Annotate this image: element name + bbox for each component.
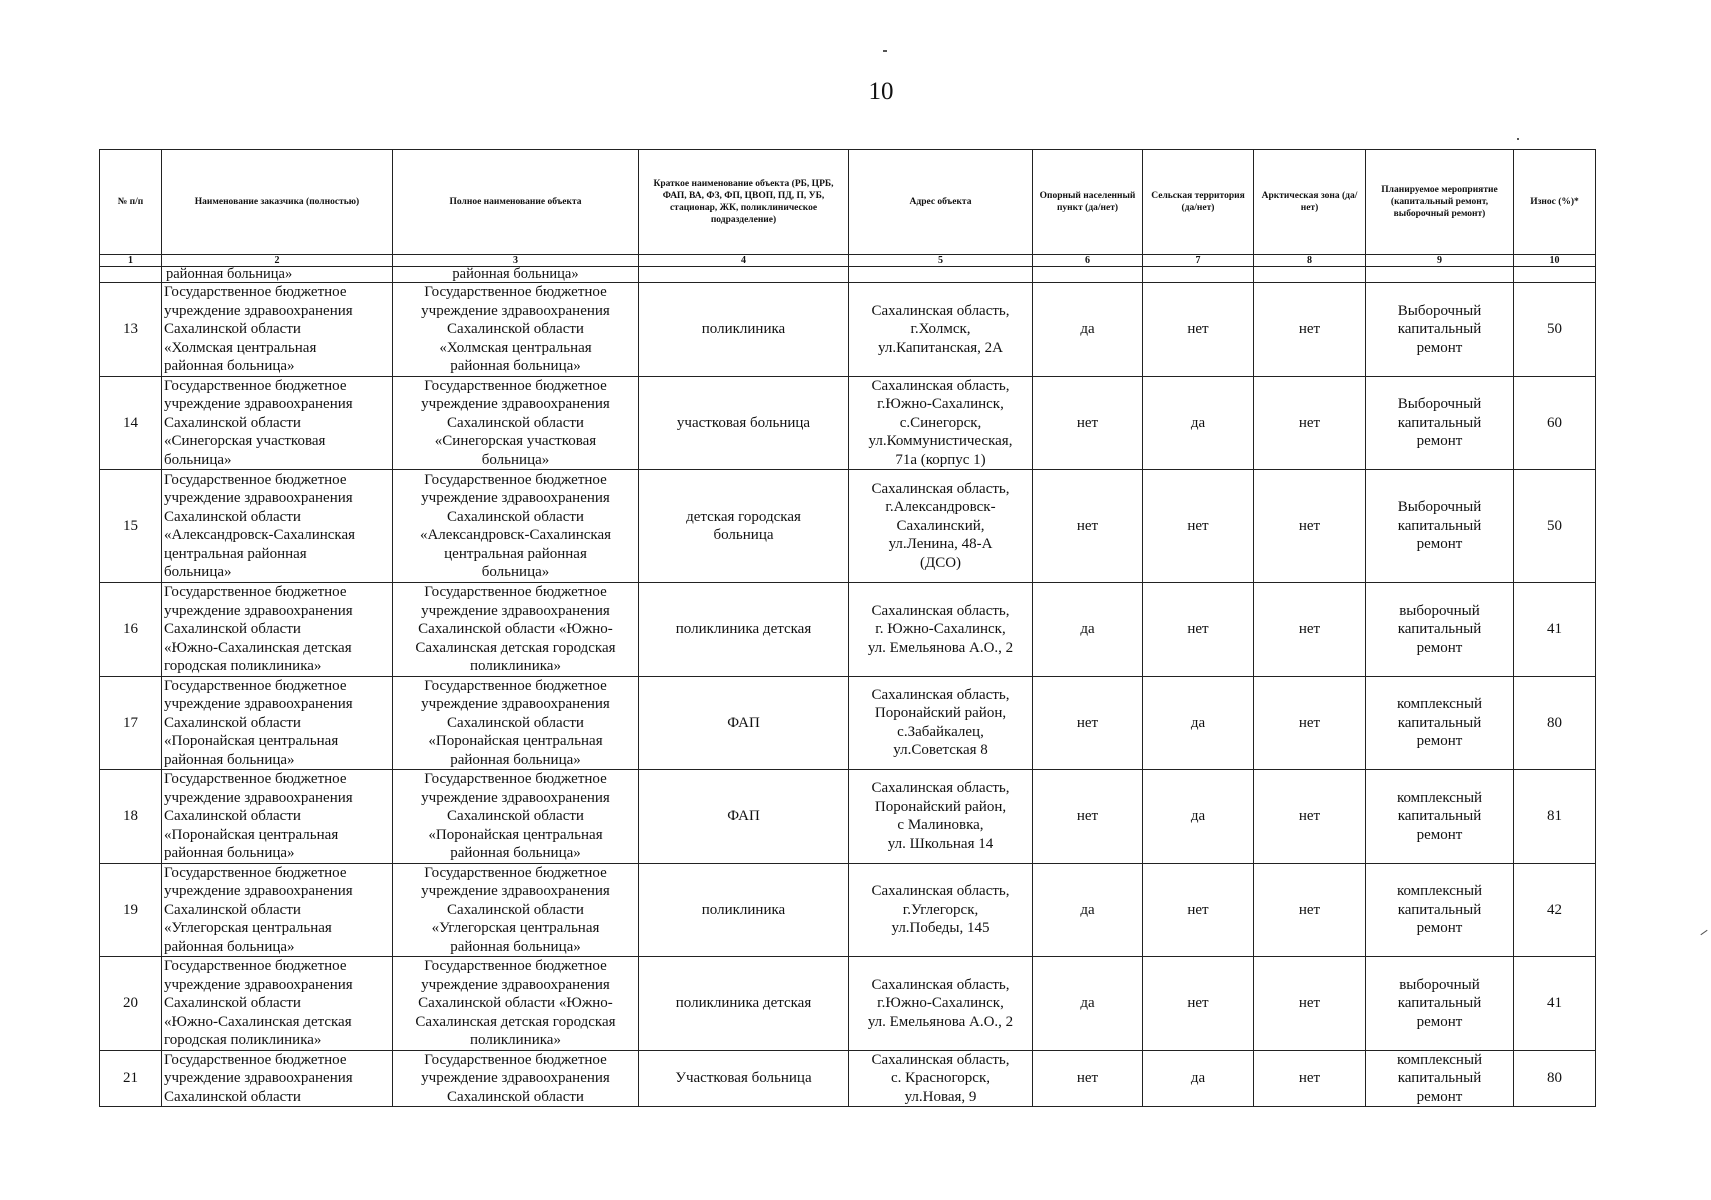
planned-measure-line: комплексный: [1396, 696, 1483, 712]
object-full-name-line: поликлиника»: [470, 658, 561, 674]
object-short-name: [639, 376, 849, 470]
object-full-name-line: Государственное бюджетное: [424, 771, 607, 787]
arctic-zone: нет: [1254, 863, 1366, 957]
column-number: 1: [100, 255, 162, 267]
planned-measure-line: капитальный: [1397, 995, 1482, 1011]
continuation-empty: [849, 267, 1033, 283]
customer-name-line: «Синегорская участковая: [164, 433, 326, 449]
object-address: [849, 583, 1033, 677]
page-number: 10: [868, 78, 894, 105]
wear-percent: 41: [1514, 957, 1596, 1051]
object-address-line: ул.Капитанская, 2А: [878, 339, 1003, 356]
customer-name: [162, 1050, 393, 1107]
table-row: [100, 676, 1596, 770]
continuation-empty: [1514, 267, 1596, 283]
customer-name-line: Сахалинской области: [164, 621, 301, 637]
object-full-name: [393, 283, 639, 377]
row-number: 20: [100, 957, 162, 1051]
table-row: [100, 1050, 1596, 1107]
object-address-line: ул. Емельянова А.О., 2: [867, 639, 1014, 656]
customer-name-line: «Александровск-Сахалинская: [164, 527, 356, 543]
row-number: 21: [100, 1050, 162, 1107]
object-short-name: [639, 770, 849, 864]
arctic-zone: нет: [1254, 283, 1366, 377]
object-short-name-line: больница: [713, 527, 774, 543]
arctic-zone: нет: [1254, 1050, 1366, 1107]
object-full-name-line: «Поронайская центральная: [428, 826, 603, 843]
customer-name-line: «Южно-Сахалинская детская: [164, 639, 352, 656]
object-address: [849, 470, 1033, 583]
customer-name-line: Сахалинской области: [164, 414, 301, 431]
rural-territory: да: [1143, 1050, 1254, 1107]
row-number: 19: [100, 863, 162, 957]
column-number: 7: [1143, 255, 1254, 267]
object-full-name-line: Государственное бюджетное: [424, 864, 607, 881]
object-full-name-line: учреждение здравоохранения: [421, 1070, 610, 1086]
wear-percent: 81: [1514, 770, 1596, 864]
planned-measure-line: комплексный: [1396, 789, 1483, 806]
continuation-empty: [1033, 267, 1143, 283]
object-short-name-line: участковая больница: [676, 414, 811, 431]
column-number: 9: [1366, 255, 1514, 267]
object-short-name-line: поликлиника: [701, 321, 786, 337]
planned-measure: [1366, 1050, 1514, 1107]
object-address-line: г.Углегорск,: [902, 901, 979, 918]
object-full-name: [393, 676, 639, 770]
customer-name: [162, 470, 393, 583]
object-full-name-line: Сахалинской области «Южно-: [418, 621, 613, 637]
rural-territory: да: [1143, 676, 1254, 770]
object-full-name-line: Государственное бюджетное: [424, 1051, 607, 1068]
object-address-line: Сахалинская область,: [871, 686, 1010, 703]
planned-measure-line: выборочный: [1399, 602, 1480, 619]
table-row: [100, 283, 1596, 377]
object-address-line: ул. Емельянова А.О., 2: [867, 1013, 1014, 1030]
wear-percent: 80: [1514, 1050, 1596, 1107]
arctic-zone: нет: [1254, 470, 1366, 583]
object-full-name-line: учреждение здравоохранения: [421, 396, 610, 412]
customer-name: [162, 283, 393, 377]
planned-measure-line: капитальный: [1397, 808, 1482, 824]
object-address-line: Сахалинская область,: [871, 377, 1010, 394]
table-row: [100, 470, 1596, 583]
object-full-name-line: «Поронайская центральная: [428, 733, 603, 749]
customer-name-line: «Холмская центральная: [164, 339, 317, 356]
planned-measure-line: ремонт: [1416, 1088, 1463, 1105]
customer-name-line: «Углегорская центральная: [164, 920, 332, 936]
object-short-name-line: поликлиника детская: [675, 995, 812, 1011]
object-full-name-line: «Синегорская участковая: [434, 433, 597, 449]
object-address: [849, 770, 1033, 864]
rural-territory: нет: [1143, 957, 1254, 1051]
object-full-name-line: Государственное бюджетное: [424, 284, 607, 300]
support-settlement: да: [1033, 957, 1143, 1051]
planned-measure-line: капитальный: [1397, 1070, 1482, 1086]
wear-percent: 42: [1514, 863, 1596, 957]
object-full-name-line: учреждение здравоохранения: [421, 602, 610, 619]
object-address: [849, 376, 1033, 470]
header-address: Адрес объекта: [849, 150, 1033, 255]
object-address-line: ул.Победы, 145: [891, 920, 990, 936]
rural-territory: нет: [1143, 470, 1254, 583]
object-full-name: [393, 470, 639, 583]
planned-measure-line: ремонт: [1416, 826, 1463, 843]
support-settlement: да: [1033, 863, 1143, 957]
object-short-name-line: ФАП: [727, 808, 760, 824]
row-number: 14: [100, 376, 162, 470]
customer-name: [162, 957, 393, 1051]
support-settlement: да: [1033, 283, 1143, 377]
object-full-name-line: «Александровск-Сахалинская: [419, 527, 612, 543]
object-address-line: с.Забайкалец,: [897, 723, 984, 740]
object-full-name-line: больница»: [481, 451, 550, 468]
object-address: [849, 1050, 1033, 1107]
wear-percent: 50: [1514, 283, 1596, 377]
objects-table: [99, 149, 1596, 1107]
row-number: 15: [100, 470, 162, 583]
customer-name-line: учреждение здравоохранения: [164, 302, 353, 319]
object-address: [849, 957, 1033, 1051]
planned-measure-line: ремонт: [1416, 536, 1463, 553]
object-address-line: ул.Новая, 9: [904, 1088, 977, 1105]
customer-name: [162, 676, 393, 770]
object-address-line: ул.Ленина, 48-А: [888, 536, 993, 553]
object-address-line: Поронайский район,: [874, 705, 1007, 722]
support-settlement: нет: [1033, 376, 1143, 470]
object-full-name: [393, 957, 639, 1051]
object-full-name-line: районная больница»: [450, 845, 581, 861]
object-full-name-line: Сахалинской области: [447, 714, 584, 731]
header-support-settlement: Опорный населенный пункт (да/нет): [1033, 150, 1143, 255]
object-address: [849, 676, 1033, 770]
object-address-line: ул.Советская 8: [893, 742, 988, 759]
customer-name-line: «Южно-Сахалинская детская: [164, 1013, 352, 1030]
planned-measure-line: капитальный: [1397, 321, 1482, 337]
planned-measure-line: капитальный: [1397, 414, 1482, 431]
object-full-name-line: Сахалинской области: [447, 414, 584, 431]
scan-speck: [883, 50, 887, 52]
object-address-line: 71а (корпус 1): [895, 451, 986, 468]
object-full-name: [393, 1050, 639, 1107]
object-short-name-line: поликлиника: [701, 901, 786, 918]
object-short-name: [639, 583, 849, 677]
continuation-empty: [1254, 267, 1366, 283]
planned-measure-line: ремонт: [1416, 433, 1463, 449]
customer-name-line: учреждение здравоохранения: [164, 396, 353, 412]
object-short-name-line: поликлиника детская: [675, 621, 812, 637]
customer-name-line: учреждение здравоохранения: [164, 490, 353, 506]
object-full-name: [393, 770, 639, 864]
arctic-zone: нет: [1254, 583, 1366, 677]
object-address-line: Сахалинская область,: [871, 883, 1010, 899]
planned-measure-line: Выборочный: [1397, 396, 1482, 412]
planned-measure-line: ремонт: [1416, 1013, 1463, 1030]
object-full-name-line: Государственное бюджетное: [424, 584, 607, 600]
continuation-number: [100, 267, 162, 283]
planned-measure-line: ремонт: [1416, 920, 1463, 936]
object-short-name: [639, 470, 849, 583]
object-full-name-line: Сахалинской области: [447, 508, 584, 525]
table-row: [100, 957, 1596, 1051]
header-row: [100, 150, 1596, 255]
object-address-line: Поронайский район,: [874, 798, 1007, 815]
object-address-line: Сахалинская область,: [871, 302, 1010, 319]
header-planned-measure: Планируемое мероприятие (капитальный ремонт, выборочный ремонт): [1366, 150, 1514, 255]
object-full-name: [393, 376, 639, 470]
object-full-name-line: Сахалинской области: [447, 808, 584, 824]
support-settlement: нет: [1033, 470, 1143, 583]
object-address-line: с.Синегорск,: [899, 414, 982, 431]
object-address-line: Сахалинский,: [896, 517, 985, 534]
object-full-name-line: учреждение здравоохранения: [421, 883, 610, 899]
customer-name-line: Сахалинской области: [164, 508, 301, 525]
customer-name-line: Сахалинской области: [164, 321, 301, 337]
object-short-name-line: ФАП: [727, 714, 760, 731]
continuation-empty: [1366, 267, 1514, 283]
planned-measure: [1366, 376, 1514, 470]
objects-table-container: [99, 149, 1595, 1107]
object-full-name-line: Государственное бюджетное: [424, 471, 607, 488]
planned-measure-line: комплексный: [1396, 1051, 1483, 1068]
wear-percent: 50: [1514, 470, 1596, 583]
planned-measure: [1366, 957, 1514, 1051]
customer-name-line: районная больница»: [164, 845, 295, 861]
header-wear: Износ (%)*: [1514, 150, 1596, 255]
customer-name: [162, 770, 393, 864]
object-full-name-line: Сахалинской области: [447, 901, 584, 918]
object-short-name: [639, 863, 849, 957]
column-number: 3: [393, 255, 639, 267]
customer-name-line: учреждение здравоохранения: [164, 696, 353, 712]
row-number: 16: [100, 583, 162, 677]
object-address-line: ул. Школьная 14: [887, 835, 994, 852]
object-address-line: Сахалинская область,: [871, 602, 1010, 619]
row-number: 13: [100, 283, 162, 377]
rural-territory: да: [1143, 770, 1254, 864]
object-short-name-line: детская городская: [686, 508, 801, 525]
table-row: [100, 583, 1596, 677]
customer-name-line: Государственное бюджетное: [164, 864, 347, 881]
arctic-zone: нет: [1254, 957, 1366, 1051]
object-full-name-line: районная больница»: [450, 751, 581, 768]
scan-speck: [1700, 930, 1707, 935]
object-address-line: Сахалинская область,: [871, 480, 1010, 497]
continuation-empty: [1143, 267, 1254, 283]
object-address-line: Сахалинская область,: [871, 1051, 1010, 1068]
customer-name-line: районная больница»: [164, 938, 295, 955]
object-full-name-line: Сахалинская детская городская: [415, 639, 616, 656]
customer-name-line: Государственное бюджетное: [164, 677, 347, 694]
planned-measure-line: капитальный: [1397, 901, 1482, 918]
column-number: 6: [1033, 255, 1143, 267]
object-address-line: г.Холмск,: [910, 321, 971, 337]
column-number: 5: [849, 255, 1033, 267]
customer-name-line: Государственное бюджетное: [164, 771, 347, 787]
customer-name-line: Государственное бюджетное: [164, 471, 347, 488]
customer-name-line: «Поронайская центральная: [164, 826, 339, 843]
customer-name-line: больница»: [164, 451, 232, 468]
row-number: 17: [100, 676, 162, 770]
object-address-line: с Малиновка,: [897, 817, 984, 834]
object-address-line: г. Южно-Сахалинск,: [875, 621, 1006, 637]
customer-name-line: центральная районная: [164, 545, 307, 562]
object-full-name-line: Сахалинская детская городская: [415, 1013, 616, 1030]
object-full-name-line: учреждение здравоохранения: [421, 976, 610, 993]
object-full-name-line: районная больница»: [450, 938, 581, 955]
rural-territory: нет: [1143, 583, 1254, 677]
arctic-zone: нет: [1254, 676, 1366, 770]
planned-measure: [1366, 676, 1514, 770]
header-customer: Наименование заказчика (полностью): [162, 150, 393, 255]
object-address-line: Сахалинская область,: [871, 976, 1010, 993]
column-number: 8: [1254, 255, 1366, 267]
object-full-name-line: учреждение здравоохранения: [421, 490, 610, 506]
column-number: 10: [1514, 255, 1596, 267]
planned-measure-line: капитальный: [1397, 714, 1482, 731]
customer-name-line: Сахалинской области: [164, 1088, 301, 1105]
planned-measure: [1366, 283, 1514, 377]
customer-name-line: учреждение здравоохранения: [164, 1070, 353, 1086]
rural-territory: нет: [1143, 863, 1254, 957]
customer-name-line: районная больница»: [164, 358, 295, 374]
customer-name: [162, 376, 393, 470]
header-rural-territory: Сельская территория (да/нет): [1143, 150, 1254, 255]
object-address: [849, 863, 1033, 957]
arctic-zone: нет: [1254, 770, 1366, 864]
column-numbers-row: [100, 255, 1596, 267]
wear-percent: 80: [1514, 676, 1596, 770]
continuation-row: [100, 267, 1596, 283]
object-short-name-line: Участковая больница: [675, 1070, 812, 1086]
support-settlement: нет: [1033, 676, 1143, 770]
customer-name-line: учреждение здравоохранения: [164, 602, 353, 619]
header-number: № п/п: [100, 150, 162, 255]
planned-measure-line: Выборочный: [1397, 302, 1482, 319]
wear-percent: 41: [1514, 583, 1596, 677]
object-address-line: с. Красногорск,: [891, 1070, 990, 1086]
object-full-name-line: «Углегорская центральная: [431, 920, 600, 936]
customer-name-line: учреждение здравоохранения: [164, 976, 353, 993]
scan-speck: [1517, 138, 1519, 140]
planned-measure-line: капитальный: [1397, 517, 1482, 534]
object-full-name-line: центральная районная: [444, 545, 587, 562]
object-address-line: г.Александровск-: [885, 499, 996, 516]
customer-name: [162, 863, 393, 957]
customer-name-line: Государственное бюджетное: [164, 1051, 347, 1068]
support-settlement: да: [1033, 583, 1143, 677]
table-row: [100, 376, 1596, 470]
object-full-name-line: Государственное бюджетное: [424, 958, 607, 974]
object-full-name-line: поликлиника»: [470, 1032, 561, 1048]
planned-measure: [1366, 470, 1514, 583]
object-full-name: [393, 863, 639, 957]
object-address-line: ул.Коммунистическая,: [868, 433, 1013, 449]
object-full-name-line: районная больница»: [450, 358, 581, 374]
object-full-name-line: учреждение здравоохранения: [421, 696, 610, 712]
customer-name-line: Государственное бюджетное: [164, 377, 347, 394]
object-short-name: [639, 957, 849, 1051]
planned-measure-line: ремонт: [1416, 733, 1463, 749]
object-full-name: [393, 583, 639, 677]
header-object-short-name: Краткое наименование объекта (РБ, ЦРБ, ФАП, ВА, ФЗ, ФП, ЦВОП, ПД, П, УБ, стационар, ЖК, поликлиническое подразделение): [639, 150, 849, 255]
object-short-name: [639, 1050, 849, 1107]
planned-measure-line: ремонт: [1416, 639, 1463, 656]
rural-territory: да: [1143, 376, 1254, 470]
table-row: [100, 770, 1596, 864]
object-full-name-line: учреждение здравоохранения: [421, 789, 610, 806]
object-short-name: [639, 283, 849, 377]
planned-measure: [1366, 770, 1514, 864]
customer-name: [162, 583, 393, 677]
customer-name-line: городская поликлиника»: [164, 658, 322, 674]
planned-measure-line: капитальный: [1397, 621, 1482, 637]
customer-name-line: учреждение здравоохранения: [164, 883, 353, 899]
continuation-empty: [639, 267, 849, 283]
object-address-line: г.Южно-Сахалинск,: [877, 995, 1004, 1011]
wear-percent: 60: [1514, 376, 1596, 470]
object-full-name-line: Государственное бюджетное: [424, 377, 607, 394]
row-number: 18: [100, 770, 162, 864]
planned-measure-line: Выборочный: [1397, 499, 1482, 516]
object-full-name-line: учреждение здравоохранения: [421, 302, 610, 319]
object-address: [849, 283, 1033, 377]
customer-name-line: больница»: [164, 564, 232, 580]
planned-measure: [1366, 583, 1514, 677]
arctic-zone: нет: [1254, 376, 1366, 470]
customer-name-line: Сахалинской области: [164, 714, 301, 731]
object-full-name-line: больница»: [481, 564, 550, 580]
customer-name-line: Государственное бюджетное: [164, 958, 347, 974]
customer-name-line: Сахалинской области: [164, 808, 301, 824]
column-number: 4: [639, 255, 849, 267]
object-full-name-line: Сахалинской области: [447, 321, 584, 337]
continuation-object: районная больница»: [393, 267, 639, 283]
object-address-line: Сахалинская область,: [871, 780, 1010, 797]
object-full-name-line: «Холмская центральная: [439, 339, 592, 356]
customer-name-line: Государственное бюджетное: [164, 584, 347, 600]
planned-measure-line: комплексный: [1396, 883, 1483, 899]
support-settlement: нет: [1033, 770, 1143, 864]
planned-measure-line: выборочный: [1399, 976, 1480, 993]
object-full-name-line: Государственное бюджетное: [424, 677, 607, 694]
planned-measure-line: ремонт: [1416, 339, 1463, 356]
object-address-line: г.Южно-Сахалинск,: [877, 396, 1004, 412]
customer-name-line: «Поронайская центральная: [164, 733, 339, 749]
support-settlement: нет: [1033, 1050, 1143, 1107]
table-row: [100, 863, 1596, 957]
object-short-name: [639, 676, 849, 770]
customer-name-line: Сахалинской области: [164, 901, 301, 918]
planned-measure: [1366, 863, 1514, 957]
object-address-line: (ДСО): [919, 554, 962, 571]
column-number: 2: [162, 255, 393, 267]
customer-name-line: районная больница»: [164, 751, 295, 768]
object-full-name-line: Сахалинской области: [447, 1088, 584, 1105]
continuation-customer: районная больница»: [162, 267, 393, 283]
header-object-full-name: Полное наименование объекта: [393, 150, 639, 255]
customer-name-line: Государственное бюджетное: [164, 284, 347, 300]
rural-territory: нет: [1143, 283, 1254, 377]
header-arctic-zone: Арктическая зона (да/нет): [1254, 150, 1366, 255]
customer-name-line: учреждение здравоохранения: [164, 789, 353, 806]
customer-name-line: городская поликлиника»: [164, 1032, 322, 1048]
customer-name-line: Сахалинской области: [164, 995, 301, 1011]
object-full-name-line: Сахалинской области «Южно-: [418, 995, 613, 1011]
